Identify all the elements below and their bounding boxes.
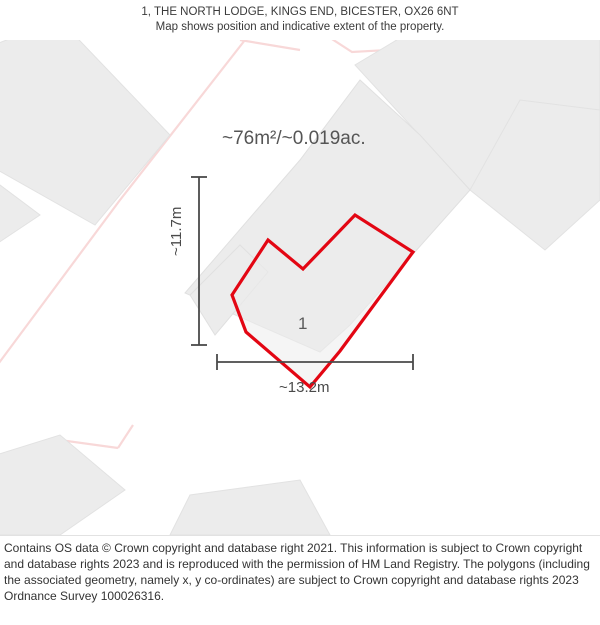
building-block-bottom-left	[0, 435, 125, 535]
vertical-dimension-label: ~11.7m	[168, 206, 185, 256]
vertical-dimension-line	[191, 177, 207, 345]
horizontal-dimension-label: ~13.2m	[279, 379, 330, 396]
building-block-top-left	[0, 40, 170, 225]
page-title: 1, THE NORTH LODGE, KINGS END, BICESTER, OX26 6NT	[141, 6, 459, 18]
copyright-footer	[0, 535, 600, 625]
page-subtitle: Map shows position and indicative extent of the property.	[155, 21, 445, 33]
map-canvas[interactable]	[0, 40, 600, 535]
building-block-bottom-centre	[170, 480, 330, 535]
plot-number-label: 1	[298, 314, 308, 333]
map-vector-layer	[0, 40, 600, 535]
copyright-text: Contains OS data © Crown copyright and database right 2021. This information is subject to Crown copyright and database rights 2023 and is reproduced with the permission of HM Land Registry. The polygons (including the associated geometry, namely x, y co-ordinates) are subject to Crown copyright and database rights 2023 Ordnance Survey 100026316.	[4, 541, 590, 603]
plot-area-label: ~76m²/~0.019ac.	[222, 128, 366, 149]
map-header	[0, 0, 600, 40]
